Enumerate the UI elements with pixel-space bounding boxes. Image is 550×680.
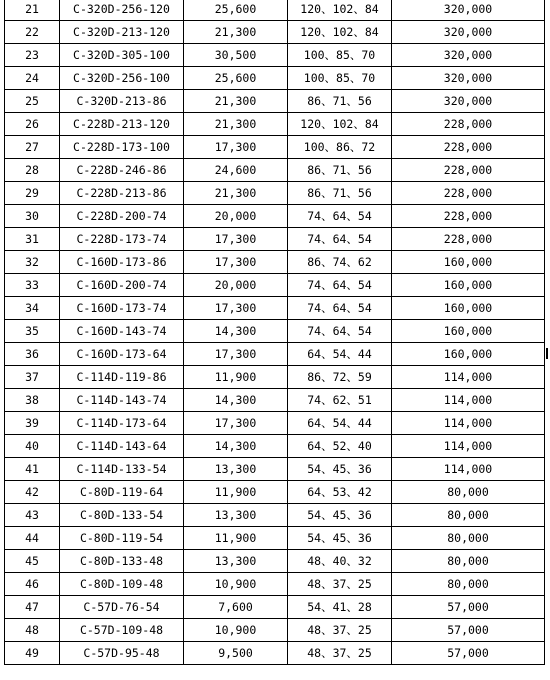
price-cell: 80,000 xyxy=(392,573,545,596)
capacity-cell: 20,000 xyxy=(184,274,288,297)
capacity-cell: 13,300 xyxy=(184,504,288,527)
dimensions-cell: 74、64、54 xyxy=(288,297,392,320)
dimensions-cell: 86、72、59 xyxy=(288,366,392,389)
model-code-cell: C-320D-213-86 xyxy=(60,90,184,113)
model-code-cell: C-320D-213-120 xyxy=(60,21,184,44)
row-number-cell: 48 xyxy=(5,619,60,642)
table-row xyxy=(5,320,545,343)
table-row xyxy=(5,527,545,550)
model-code-cell: C-114D-173-64 xyxy=(60,412,184,435)
model-code-cell: C-320D-256-120 xyxy=(60,0,184,21)
price-cell: 320,000 xyxy=(392,44,545,67)
price-cell: 228,000 xyxy=(392,205,545,228)
dimensions-cell: 54、41、28 xyxy=(288,596,392,619)
table-row xyxy=(5,251,545,274)
model-code-cell: C-57D-95-48 xyxy=(60,642,184,665)
price-cell: 80,000 xyxy=(392,527,545,550)
dimensions-cell: 48、37、25 xyxy=(288,573,392,596)
model-code-cell: C-320D-256-100 xyxy=(60,67,184,90)
dimensions-cell: 64、52、40 xyxy=(288,435,392,458)
model-code-cell: C-114D-143-74 xyxy=(60,389,184,412)
row-number-cell: 21 xyxy=(5,0,60,21)
dimensions-cell: 48、37、25 xyxy=(288,642,392,665)
capacity-cell: 14,300 xyxy=(184,389,288,412)
price-cell: 114,000 xyxy=(392,366,545,389)
capacity-cell: 9,500 xyxy=(184,642,288,665)
table-row xyxy=(5,343,545,366)
dimensions-cell: 48、37、25 xyxy=(288,619,392,642)
capacity-cell: 21,300 xyxy=(184,182,288,205)
price-cell: 228,000 xyxy=(392,159,545,182)
row-number-cell: 45 xyxy=(5,550,60,573)
model-code-cell: C-228D-213-120 xyxy=(60,113,184,136)
dimensions-cell: 100、85、70 xyxy=(288,44,392,67)
dimensions-cell: 74、64、54 xyxy=(288,274,392,297)
price-cell: 228,000 xyxy=(392,182,545,205)
row-number-cell: 39 xyxy=(5,412,60,435)
dimensions-cell: 100、86、72 xyxy=(288,136,392,159)
capacity-cell: 13,300 xyxy=(184,550,288,573)
price-cell: 114,000 xyxy=(392,412,545,435)
price-cell: 320,000 xyxy=(392,67,545,90)
table-row xyxy=(5,21,545,44)
capacity-cell: 10,900 xyxy=(184,573,288,596)
dimensions-cell: 54、45、36 xyxy=(288,527,392,550)
row-number-cell: 23 xyxy=(5,44,60,67)
capacity-cell: 14,300 xyxy=(184,320,288,343)
row-number-cell: 24 xyxy=(5,67,60,90)
price-cell: 160,000 xyxy=(392,320,545,343)
model-code-cell: C-114D-119-86 xyxy=(60,366,184,389)
dimensions-cell: 48、40、32 xyxy=(288,550,392,573)
price-cell: 228,000 xyxy=(392,113,545,136)
capacity-cell: 30,500 xyxy=(184,44,288,67)
table-row xyxy=(5,412,545,435)
table-row xyxy=(5,136,545,159)
table-row xyxy=(5,366,545,389)
edge-mark xyxy=(546,348,548,359)
model-code-cell: C-228D-200-74 xyxy=(60,205,184,228)
table-row xyxy=(5,642,545,665)
price-cell: 160,000 xyxy=(392,297,545,320)
price-cell: 114,000 xyxy=(392,389,545,412)
table-row xyxy=(5,550,545,573)
capacity-cell: 17,300 xyxy=(184,228,288,251)
row-number-cell: 47 xyxy=(5,596,60,619)
row-number-cell: 33 xyxy=(5,274,60,297)
price-cell: 160,000 xyxy=(392,343,545,366)
dimensions-cell: 54、45、36 xyxy=(288,504,392,527)
model-code-cell: C-160D-173-86 xyxy=(60,251,184,274)
table-row xyxy=(5,113,545,136)
model-code-cell: C-80D-119-64 xyxy=(60,481,184,504)
price-cell: 114,000 xyxy=(392,458,545,481)
price-cell: 228,000 xyxy=(392,228,545,251)
price-cell: 160,000 xyxy=(392,274,545,297)
model-code-cell: C-80D-133-54 xyxy=(60,504,184,527)
dimensions-cell: 120、102、84 xyxy=(288,0,392,21)
price-cell: 320,000 xyxy=(392,90,545,113)
model-code-cell: C-160D-173-74 xyxy=(60,297,184,320)
capacity-cell: 21,300 xyxy=(184,113,288,136)
table-row xyxy=(5,504,545,527)
row-number-cell: 34 xyxy=(5,297,60,320)
capacity-cell: 7,600 xyxy=(184,596,288,619)
capacity-cell: 10,900 xyxy=(184,619,288,642)
dimensions-cell: 86、74、62 xyxy=(288,251,392,274)
capacity-cell: 17,300 xyxy=(184,297,288,320)
price-cell: 228,000 xyxy=(392,136,545,159)
capacity-cell: 17,300 xyxy=(184,136,288,159)
table-row xyxy=(5,596,545,619)
row-number-cell: 49 xyxy=(5,642,60,665)
table-row xyxy=(5,458,545,481)
table-row xyxy=(5,481,545,504)
dimensions-cell: 86、71、56 xyxy=(288,182,392,205)
capacity-cell: 25,600 xyxy=(184,67,288,90)
row-number-cell: 25 xyxy=(5,90,60,113)
capacity-cell: 25,600 xyxy=(184,0,288,21)
row-number-cell: 38 xyxy=(5,389,60,412)
capacity-cell: 17,300 xyxy=(184,412,288,435)
row-number-cell: 27 xyxy=(5,136,60,159)
row-number-cell: 31 xyxy=(5,228,60,251)
dimensions-cell: 120、102、84 xyxy=(288,113,392,136)
dimensions-cell: 100、85、70 xyxy=(288,67,392,90)
price-cell: 57,000 xyxy=(392,596,545,619)
dimensions-cell: 74、64、54 xyxy=(288,228,392,251)
row-number-cell: 36 xyxy=(5,343,60,366)
table-row xyxy=(5,0,545,21)
model-code-cell: C-80D-133-48 xyxy=(60,550,184,573)
table-row xyxy=(5,205,545,228)
table-row xyxy=(5,67,545,90)
table-row xyxy=(5,389,545,412)
capacity-cell: 17,300 xyxy=(184,251,288,274)
dimensions-cell: 64、54、44 xyxy=(288,412,392,435)
model-code-cell: C-114D-133-54 xyxy=(60,458,184,481)
model-code-cell: C-114D-143-64 xyxy=(60,435,184,458)
capacity-cell: 24,600 xyxy=(184,159,288,182)
table-row xyxy=(5,90,545,113)
row-number-cell: 41 xyxy=(5,458,60,481)
model-code-cell: C-160D-143-74 xyxy=(60,320,184,343)
capacity-cell: 14,300 xyxy=(184,435,288,458)
table-row xyxy=(5,159,545,182)
table-row xyxy=(5,573,545,596)
price-cell: 80,000 xyxy=(392,504,545,527)
capacity-cell: 11,900 xyxy=(184,481,288,504)
capacity-cell: 13,300 xyxy=(184,458,288,481)
price-cell: 80,000 xyxy=(392,550,545,573)
table-row xyxy=(5,182,545,205)
row-number-cell: 35 xyxy=(5,320,60,343)
capacity-cell: 20,000 xyxy=(184,205,288,228)
table-row xyxy=(5,44,545,67)
dimensions-cell: 64、54、44 xyxy=(288,343,392,366)
row-number-cell: 29 xyxy=(5,182,60,205)
price-cell: 57,000 xyxy=(392,619,545,642)
dimensions-cell: 54、45、36 xyxy=(288,458,392,481)
capacity-cell: 21,300 xyxy=(184,21,288,44)
price-cell: 320,000 xyxy=(392,21,545,44)
capacity-cell: 17,300 xyxy=(184,343,288,366)
capacity-cell: 11,900 xyxy=(184,366,288,389)
model-code-cell: C-228D-173-100 xyxy=(60,136,184,159)
model-code-cell: C-80D-119-54 xyxy=(60,527,184,550)
table-row xyxy=(5,297,545,320)
row-number-cell: 28 xyxy=(5,159,60,182)
dimensions-cell: 86、71、56 xyxy=(288,159,392,182)
table-row xyxy=(5,274,545,297)
row-number-cell: 44 xyxy=(5,527,60,550)
row-number-cell: 26 xyxy=(5,113,60,136)
table-body xyxy=(5,0,545,665)
row-number-cell: 30 xyxy=(5,205,60,228)
capacity-cell: 21,300 xyxy=(184,90,288,113)
model-code-cell: C-320D-305-100 xyxy=(60,44,184,67)
model-code-cell: C-57D-76-54 xyxy=(60,596,184,619)
table-row xyxy=(5,619,545,642)
spec-table xyxy=(4,0,545,665)
table-row xyxy=(5,435,545,458)
model-code-cell: C-57D-109-48 xyxy=(60,619,184,642)
row-number-cell: 43 xyxy=(5,504,60,527)
dimensions-cell: 74、62、51 xyxy=(288,389,392,412)
price-cell: 320,000 xyxy=(392,0,545,21)
dimensions-cell: 64、53、42 xyxy=(288,481,392,504)
model-code-cell: C-228D-246-86 xyxy=(60,159,184,182)
model-code-cell: C-228D-213-86 xyxy=(60,182,184,205)
model-code-cell: C-160D-200-74 xyxy=(60,274,184,297)
capacity-cell: 11,900 xyxy=(184,527,288,550)
model-code-cell: C-80D-109-48 xyxy=(60,573,184,596)
dimensions-cell: 74、64、54 xyxy=(288,320,392,343)
row-number-cell: 32 xyxy=(5,251,60,274)
row-number-cell: 42 xyxy=(5,481,60,504)
price-cell: 114,000 xyxy=(392,435,545,458)
model-code-cell: C-228D-173-74 xyxy=(60,228,184,251)
row-number-cell: 22 xyxy=(5,21,60,44)
model-code-cell: C-160D-173-64 xyxy=(60,343,184,366)
dimensions-cell: 74、64、54 xyxy=(288,205,392,228)
table-row xyxy=(5,228,545,251)
price-cell: 80,000 xyxy=(392,481,545,504)
price-cell: 57,000 xyxy=(392,642,545,665)
dimensions-cell: 86、71、56 xyxy=(288,90,392,113)
row-number-cell: 37 xyxy=(5,366,60,389)
price-cell: 160,000 xyxy=(392,251,545,274)
dimensions-cell: 120、102、84 xyxy=(288,21,392,44)
row-number-cell: 40 xyxy=(5,435,60,458)
row-number-cell: 46 xyxy=(5,573,60,596)
